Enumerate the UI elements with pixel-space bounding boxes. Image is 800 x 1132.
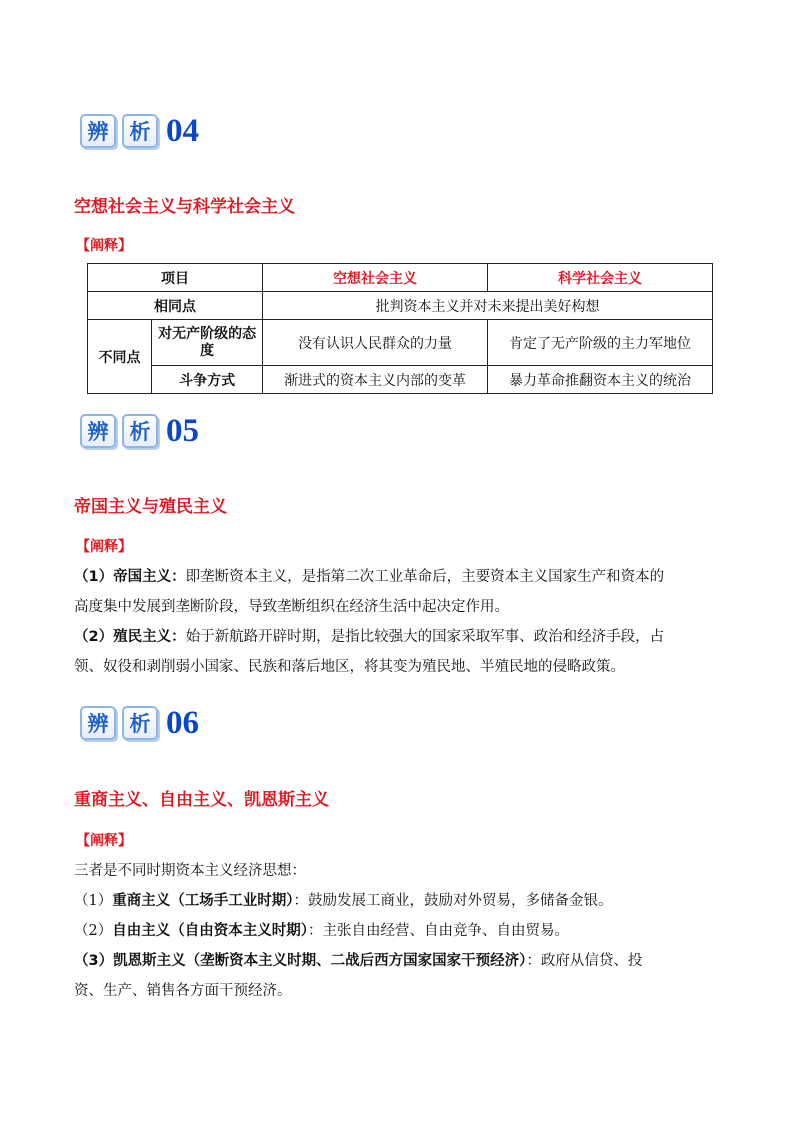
section-badge-06 — [80, 700, 199, 740]
section-tag: 【阐释】 — [76, 539, 132, 555]
table-cell: 暴力革命推翻资本主义的统治 — [488, 366, 713, 394]
section-number: 06 — [166, 705, 199, 741]
table-label-diff: 不同点 — [88, 320, 152, 394]
paragraph-text: 高度集中发展到垄断阶段，导致垄断组织在经济生活中起决定作用。 — [74, 599, 509, 615]
paragraph-text: 始于新航路开辟时期，是指比较强大的国家采取军事、政治和经济手段，占 — [185, 629, 665, 645]
list-item: （3）凯恩斯主义（垄断资本主义时期、二战后西方国家国家干预经济）：政府从信贷、投 — [74, 953, 643, 969]
section-number: 04 — [166, 113, 199, 149]
table-row — [88, 320, 713, 366]
term-imperialism: （1）帝国主义： — [74, 569, 186, 585]
section-badge-05 — [80, 408, 199, 448]
term-keynesianism: （3）凯恩斯主义（垄断资本主义时期、二战后西方国家国家干预经济） — [74, 953, 527, 969]
table-label-attitude: 对无产阶级的态度 — [152, 320, 263, 366]
paragraph-text: 领、奴役和剥削弱小国家、民族和落后地区，将其变为殖民地、半殖民地的侵略政策。 — [74, 659, 625, 675]
section-title: 空想社会主义与科学社会主义 — [74, 197, 295, 217]
badge-tile-bian: 辨 — [80, 706, 116, 740]
section-title: 帝国主义与殖民主义 — [74, 497, 227, 517]
badge-tile-bian: 辨 — [80, 414, 116, 448]
term-mercantilism: 重商主义（工场手工业时期） — [112, 893, 294, 909]
table-header-utopian: 空想社会主义 — [263, 264, 488, 292]
table-row — [88, 292, 713, 320]
section-badge-04 — [80, 108, 199, 148]
table-header-scientific: 科学社会主义 — [488, 264, 713, 292]
table-header-row — [88, 264, 713, 292]
badge-tile-bian: 辨 — [80, 114, 116, 148]
paragraph-text: 三者是不同时期资本主义经济思想： — [74, 863, 306, 879]
comparison-table — [87, 263, 713, 394]
section-number: 05 — [166, 413, 199, 449]
badge-tile-xi: 析 — [122, 706, 158, 740]
table-cell: 没有认识人民群众的力量 — [263, 320, 488, 366]
economic-thought-paragraph — [74, 856, 726, 1006]
table-cell-same: 批判资本主义并对未来提出美好构想 — [263, 292, 713, 320]
table-label-struggle: 斗争方式 — [152, 366, 263, 394]
badge-tile-xi: 析 — [122, 114, 158, 148]
section-tag: 【阐释】 — [76, 833, 132, 849]
term-liberalism: 自由主义（自由资本主义时期） — [112, 923, 308, 939]
paragraph-text: 即垄断资本主义，是指第二次工业革命后，主要资本主义国家生产和资本的 — [185, 569, 665, 585]
paragraph-text: 资、生产、销售各方面干预经济。 — [74, 983, 292, 999]
table-label-same: 相同点 — [88, 292, 263, 320]
table-row — [88, 366, 713, 394]
list-item: （1）重商主义（工场手工业时期）：鼓励发展工商业，鼓励对外贸易，多储备金银。 — [74, 893, 613, 909]
badge-tile-xi: 析 — [122, 414, 158, 448]
list-item: （2）自由主义（自由资本主义时期）：主张自由经营、自由竞争、自由贸易。 — [74, 923, 569, 939]
section-tag: 【阐释】 — [76, 238, 132, 254]
table-cell: 肯定了无产阶级的主力军地位 — [488, 320, 713, 366]
imperialism-paragraph — [74, 562, 726, 682]
section-title: 重商主义、自由主义、凯恩斯主义 — [74, 790, 329, 810]
term-colonialism: （2）殖民主义： — [74, 629, 186, 645]
table-cell: 渐进式的资本主义内部的变革 — [263, 366, 488, 394]
table-header-item: 项目 — [88, 264, 263, 292]
